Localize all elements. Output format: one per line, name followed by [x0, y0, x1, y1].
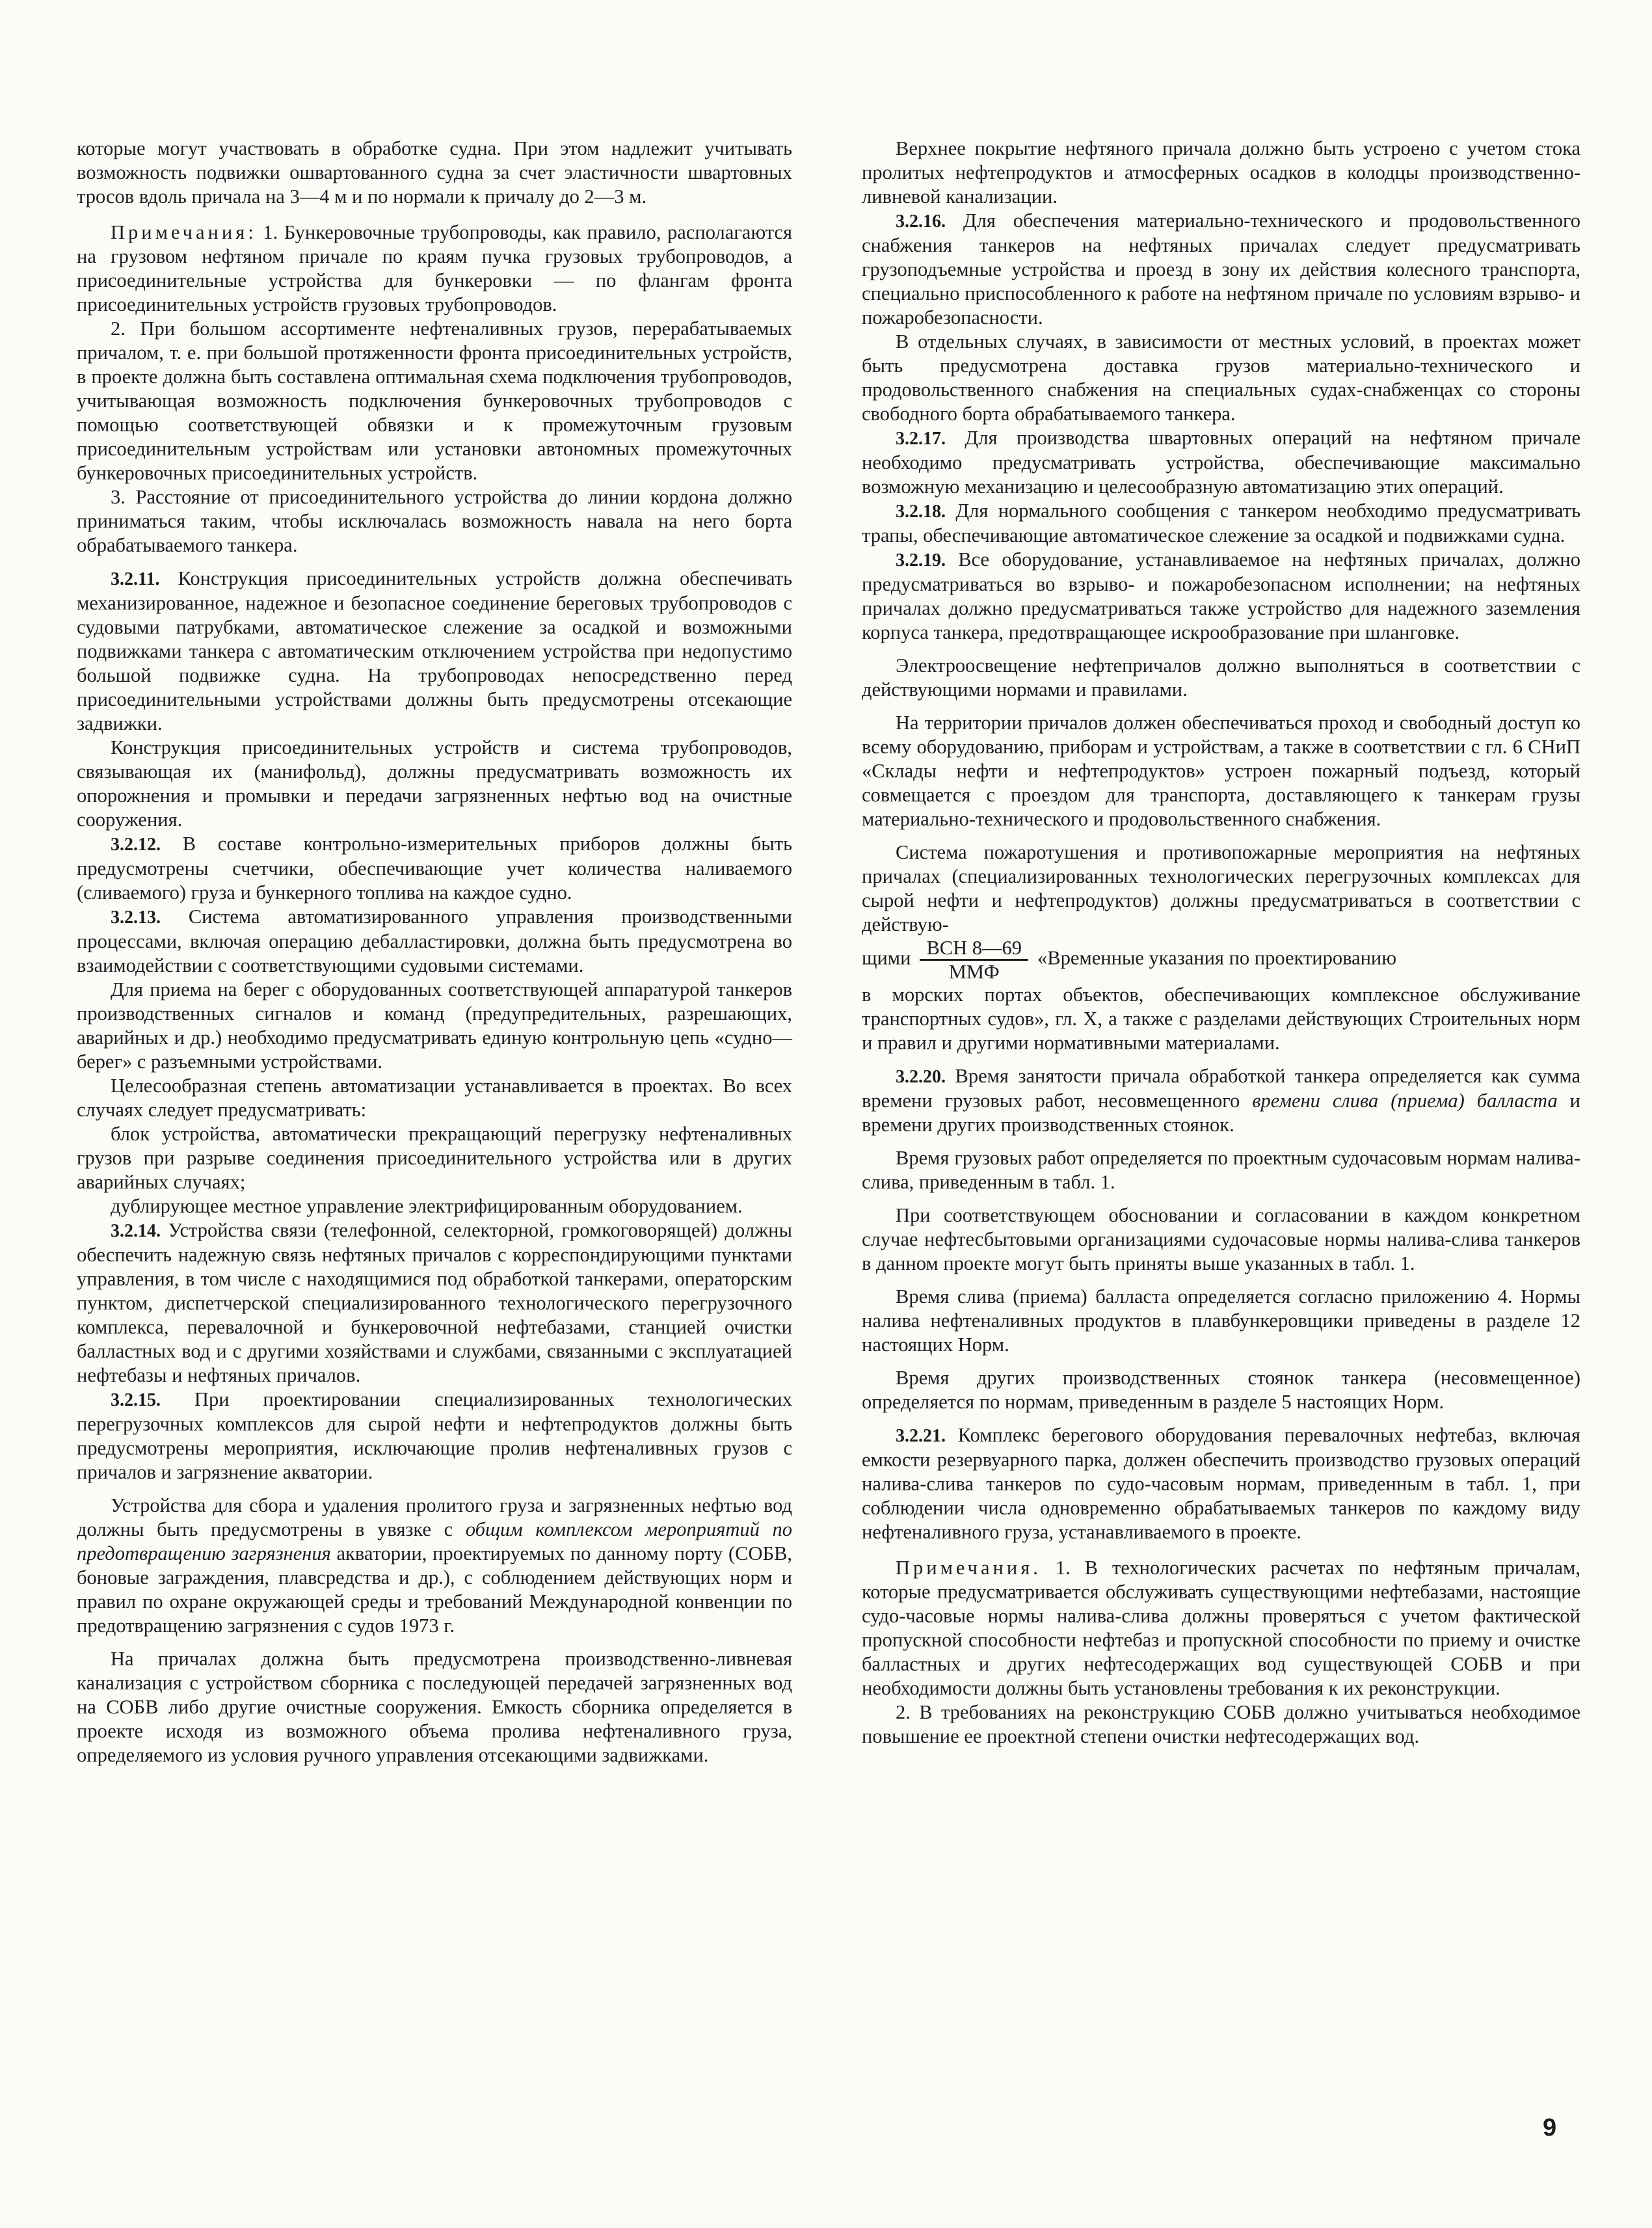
document-code-fraction [920, 937, 1028, 983]
notes-block-2 [862, 1556, 1580, 1700]
section-number: 3.2.18. [896, 502, 946, 522]
section-text: В составе контрольно-измерительных приборов должны быть предусмотрены счетчики, обеспечивающие учет количества наливаемого (сливаемого) груза и бункерного топлива на каждое судно. [77, 833, 792, 904]
text-run: и времени других производственных стоянок. [862, 1090, 1580, 1136]
paragraph-prichaly: На причалах должна быть предусмотрена производственно-ливневая канализация с устройством сборника с последующей передачей загрязненных вод на СОБВ либо другие очистные сооружения. Емкость сборника определяется в проекте исходя из возможного объема пролива нефтеналивного груза, определяемого из условия ручного управления отсекающими задвижками. [77, 1648, 792, 1766]
section-text: Устройства связи (телефонной, селекторной, громкоговорящей) должны обеспечить надежную связь нефтяных причалов с корреспондирующими пунктами управления, в том числе с находящимися под обработкой танкерами, операторским пунктом, диспетчерской специализированного технологического перегрузочного комплекса, перевалочной и бункеровочной нефтебазами, станцией очистки балластных вод и с другими хозяйствами и службами, связанными с эксплуатацией нефтебазы и нефтяных причалов. [77, 1219, 792, 1386]
paragraph-vremya-gruzovyh: Время грузовых работ определяется по проектным судочасовым нормам налива-слива, приведенным в табл. 1. [862, 1147, 1580, 1193]
notes-label: Примечания. [896, 1557, 1041, 1579]
section-number: 3.2.14. [111, 1221, 161, 1241]
section-3-2-15 [77, 1388, 792, 1484]
section-text: Для нормального сообщения с танкером необходимо предусматривать трапы, обеспечивающие автоматическое слежение за осадкой и подвижками судна. [862, 500, 1580, 546]
paragraph-priem: Для приема на берег с оборудованных соответствующей аппаратурой танкеров производственных сигналов и команд (предупредительных, разрешающих, аварийных и др.) необходимо предусматривать единую контрольную цепь «судно—берег» с разъемными устройствами. [77, 978, 792, 1073]
paragraph-territorii: На территории причалов должен обеспечиваться проход и свободный доступ ко всему оборудованию, приборам и устройствам, а также в соответствии с гл. 6 СНиП «Склады нефти и нефтепродуктов» устроен пожарный подъезд, который совмещается с проездом для транспорта, доставляющего к танкерам грузы материально-технического и продовольственного снабжения. [862, 712, 1580, 830]
section-3-2-13 [77, 905, 792, 978]
note-2: 2. В требованиях на реконструкцию СОБВ должно учитываться необходимое повышение ее проектной степени очистки нефтесодержащих вод. [862, 1701, 1580, 1747]
paragraph-fraction-line [862, 937, 1580, 983]
note-1: 1. В технологических расчетах по нефтяным причалам, которые предусматривается обслуживать существующими нефтебазами, настоящие судо-часовые нормы налива-слива должны проверяться с учетом фактической пропускной способности нефтебаз и пропускной способности по приему и очистке балластных и других нефтесодержащих вод существующей СОБВ и при необходимости должны быть установлены требования к их реконструкции. [862, 1557, 1580, 1699]
right-column [862, 137, 1580, 1749]
notes-block-1 [77, 221, 792, 317]
paragraph-elektroosveshchenie: Электроосвещение нефтепричалов должно выполняться в соответствии с действующими нормами и правилами. [862, 654, 1580, 701]
paragraph-celesoobraznaya: Целесообразная степень автоматизации устанавливается в проектах. Во всех случаях следует предусматривать: [77, 1075, 792, 1121]
paragraph-verhnee: Верхнее покрытие нефтяного причала должно быть устроено с учетом стока пролитых нефтепродуктов и атмосферных осадков в колодцы производственно-ливневой канализации. [862, 137, 1580, 208]
section-3-2-21 [862, 1423, 1580, 1544]
note-3: 3. Расстояние от присоединительного устройства до линии кордона должно приниматься таким, чтобы исключалась возможность навала на него борта обрабатываемого танкера. [77, 486, 792, 556]
page-number: 9 [1543, 2114, 1557, 2141]
note-1: 1. Бункеровочные трубопроводы, как правило, располагаются на грузовом нефтяном причале по краям пучка грузовых трубопроводов, а присоединительные устройства для бункеровки — по флангам фронта присоединительных устройств грузовых трубопроводов. [77, 221, 792, 315]
section-3-2-18 [862, 499, 1580, 548]
paragraph-otdelnyh: В отдельных случаях, в зависимости от местных условий, в проектах может быть предусмотрена доставка грузов материально-технического и продовольственного снабжения на специальных судах-снабженцах со стороны свободного борта обрабатываемого танкера. [862, 330, 1580, 425]
note-2: 2. При большом ассортименте нефтеналивных грузов, перерабатываемых причалом, т. е. при большой протяженности фронта присоединительных устройств, в проекте должна быть составлена оптимальная схема подключения трубопроводов, учитывающая возможность подключения бункеровочных трубопроводов с помощью соответствующей обвязки и к промежуточным грузовым присоединительным устройствам или установки автономных промежуточных бункеровочных присоединительных устройств. [77, 317, 792, 484]
left-column [77, 137, 792, 1767]
section-number: 3.2.13. [111, 907, 161, 928]
section-text: Конструкция присоединительных устройств должна обеспечивать механизированное, надежное и безопасное соединение береговых трубопроводов с судовыми патрубками, автоматическое слежение за осадкой и возможными подвижками танкера с автоматическим отключением устройства при недопустимо большой подвижке судна. На трубопроводах непосредственно перед присоединительными устройствами должны быть предусмотрены отсекающие задвижки. [77, 567, 792, 734]
section-text: Для производства швартовных операций на нефтяном причале необходимо предусматривать устройства, обеспечивающие максимально возможную механизацию и целесообразную автоматизацию этих операций. [862, 427, 1580, 498]
section-number: 3.2.17. [896, 429, 946, 449]
italic-run: времени слива (приема) балласта [1252, 1090, 1558, 1112]
paragraph-blok: блок устройства, автоматически прекращающий перегрузку нефтеналивных грузов при разрыве соединения присоединительного устройства или в других аварийных случаях; [77, 1123, 792, 1193]
italic-run: общим комплексом мероприятий по предотвращению загрязнения [77, 1518, 792, 1564]
paragraph-continuation: которые могут участвовать в обработке судна. При этом надлежит учитывать возможность подвижки ошвартованного судна за счет эластичности швартовных тросов вдоль причала на 3—4 м и по нормали к причалу до 2—3 м. [77, 137, 792, 208]
section-text: Время занятости причала обработкой танкера определяется как сумма времени грузовых работ, несовмещенного [862, 1065, 1580, 1112]
section-3-2-19 [862, 548, 1580, 645]
section-3-2-14 [77, 1218, 792, 1388]
section-text: При проектировании специализированных технологических перегрузочных комплексов для сырой нефти и нефтепродуктов должны быть предусмотрены мероприятия, исключающие пролив нефтеналивных грузов с причалов и загрязнение акватории. [77, 1388, 792, 1483]
section-number: 3.2.21. [896, 1426, 946, 1446]
paragraph-konstrukciya: Конструкция присоединительных устройств и система трубопроводов, связывающая их (манифольд), должны предусматривать возможность их опорожнения и промывки и передачи загрязненных нефтью вод на очистные сооружения. [77, 736, 792, 831]
fraction-numerator: ВСН 8—69 [920, 937, 1028, 961]
section-text: Комплекс берегового оборудования перевалочных нефтебаз, включая емкости резервуарного парка, должен обеспечить производство грузовых операций налива-слива танкеров по судо-часовым нормам, приведенным в табл. 1, при соблюдении числа одновременно обрабатываемых танкеров по каждому виду нефтеналивного груза, устанавливаемого в проекте. [862, 1424, 1580, 1543]
paragraph-ustroystva [77, 1494, 792, 1638]
section-number: 3.2.19. [896, 550, 946, 570]
section-3-2-16 [862, 209, 1580, 330]
notes-label: Примечания: [111, 221, 257, 243]
section-number: 3.2.16. [896, 211, 946, 232]
section-3-2-12 [77, 832, 792, 905]
paragraph-vremya-drugih: Время других производственных стоянок танкера (несовмещенное) определяется по нормам, приведенным в разделе 5 настоящих Норм. [862, 1367, 1580, 1413]
text-run: «Временные указания по проектированию [1037, 946, 1397, 969]
section-3-2-11 [77, 567, 792, 736]
paragraph-sistema-end: в морских портах объектов, обеспечивающих комплексное обслуживание транспортных судов», гл. X, а также с разделами действующих Строительных норм и правил и другими нормативными материалами. [862, 984, 1580, 1054]
section-number: 3.2.11. [111, 569, 160, 589]
paragraph-sistema: Система пожаротушения и противопожарные мероприятия на нефтяных причалах (специализированных технологических перегрузочных комплексах для сырой нефти и нефтепродуктов) должны предусматриваться в соответствии с действую- [862, 841, 1580, 935]
section-text: Для обеспечения материально-технического и продовольственного снабжения танкеров на нефтяных причалах следует предусматривать грузоподъемные устройства и проезд в зону их действия колесного транспорта, специально приспособленного к работе на нефтяном причале по условиям взрыво- и пожаробезопасности. [862, 209, 1580, 329]
section-text: Все оборудование, устанавливаемое на нефтяных причалах, должно предусматриваться во взрыво- и пожаробезопасном исполнении; на нефтяных причалах должно предусматриваться также устройство для надежного заземления корпуса танкера, предотвращающее искрообразование при шланговке. [862, 548, 1580, 643]
section-number: 3.2.12. [111, 835, 161, 855]
paragraph-dubliruyushchee: дублирующее местное управление электрифицированным оборудованием. [111, 1195, 743, 1217]
section-number: 3.2.20. [896, 1067, 946, 1087]
section-3-2-17 [862, 426, 1580, 499]
paragraph-pri-sootvetstvuyushchem: При соответствующем обосновании и согласовании в каждом конкретном случае нефтесбытовыми организациями судочасовые нормы налива-слива танкеров в данном проекте могут быть приняты выше указанных в табл. 1. [862, 1204, 1580, 1274]
text-run: акватории, проектируемых по данному порту (СОБВ, боновые заграждения, плавсредства и др.), с соблюдением действующих норм и правил по охране окружающей среды и требований Международной конвенции по предотвращению загрязнения с судов 1973 г. [77, 1542, 792, 1637]
fraction-denominator: ММФ [948, 961, 1000, 983]
section-number: 3.2.15. [111, 1390, 161, 1410]
text-run: щими [862, 946, 911, 969]
section-3-2-20 [862, 1064, 1580, 1137]
section-text: Система автоматизированного управления производственными процессами, включая операцию дебалластировки, должна быть предусмотрена во взаимодействии с соответствующими судовыми системами. [77, 906, 792, 976]
paragraph-vremya-sliva: Время слива (приема) балласта определяется согласно приложению 4. Нормы налива нефтеналивных продуктов в плавбункеровщики приведены в разделе 12 настоящих Норм. [862, 1285, 1580, 1356]
text-run: Устройства для сбора и удаления пролитого груза и загрязненных нефтью вод должны быть предусмотрены в увязке с [77, 1494, 792, 1540]
